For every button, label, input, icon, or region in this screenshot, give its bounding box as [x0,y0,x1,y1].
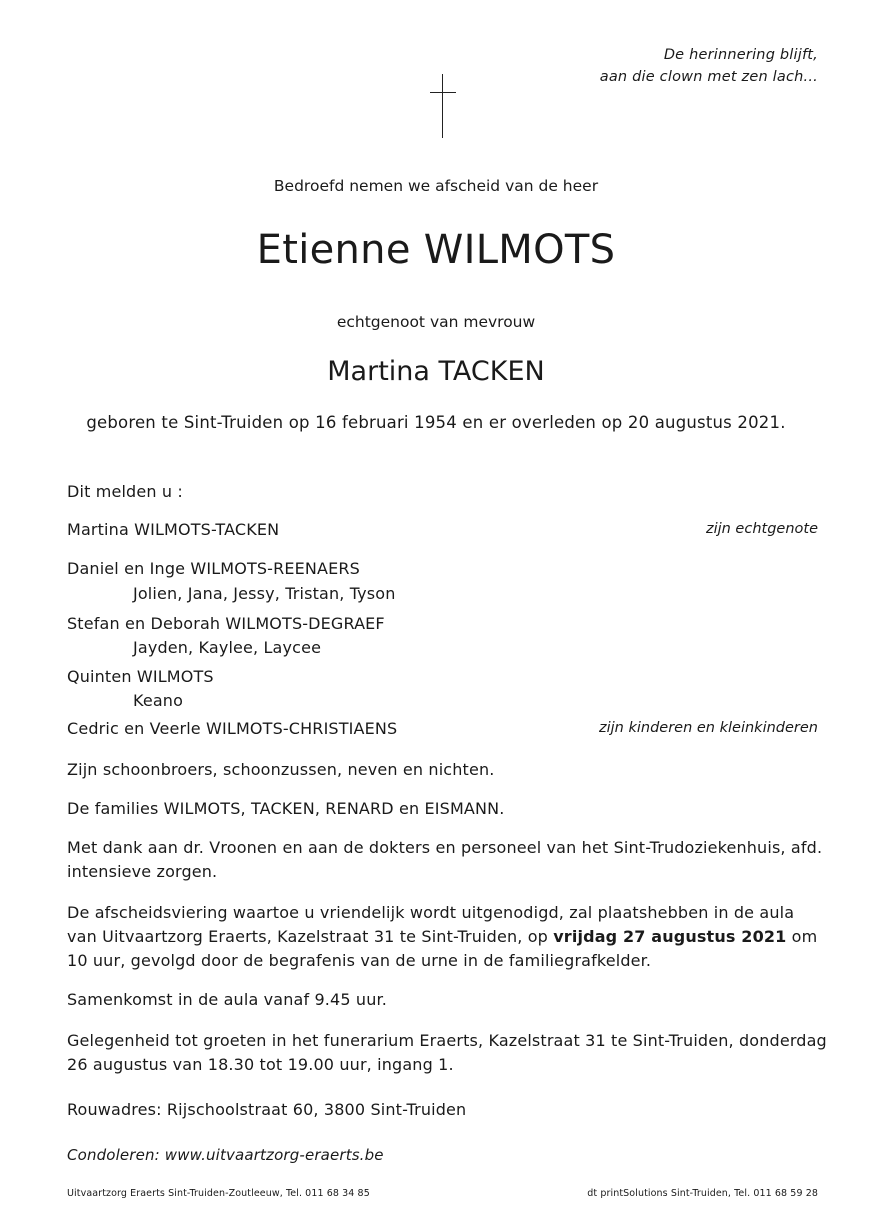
family-child-1: Daniel en Inge WILMOTS-REENAERS [67,559,360,578]
ceremony-text-after: om 10 uur, gevolgd door de begrafenis van de urne in de familiegrafkelder. [67,927,818,970]
family-child-3: Quinten WILMOTS [67,667,214,686]
family-grandchildren-1: Jolien, Jana, Jessy, Tristan, Tyson [133,584,396,603]
family-spouse: Martina WILMOTS-TACKEN [67,520,280,539]
announce-text: Dit melden u : [67,482,183,501]
birth-death-line: geboren te Sint-Truiden op 16 februari 1954 en er overleden op 20 augustus 2021. [86,413,786,432]
intro-text: Bedroefd nemen we afscheid van de heer [273,177,599,195]
spouse-name: Martina TACKEN [327,356,545,387]
ceremony-text-before: De afscheidsviering waartoe u vriendelijk wordt uitgenodigd, zal plaatshebben in de aula van Uitvaartzorg Eraerts, Kazelstraat 31 te Sint-Truiden, op [67,903,795,946]
family-child-2: Stefan en Deborah WILMOTS-DEGRAEF [67,614,385,633]
children-role-label: zijn kinderen en kleinkinderen [599,720,818,736]
family-child-4: Cedric en Veerle WILMOTS-CHRISTIAENS [67,719,398,738]
thanks-paragraph: Met dank aan dr. Vroonen en aan de dokters en personeel van het Sint-Trudoziekenhuis, afd. intensieve zorgen. [67,838,823,881]
gathering-text: Samenkomst in de aula vanaf 9.45 uur. [67,990,388,1009]
spouse-role-label: zijn echtgenote [705,521,818,537]
mourning-address: Rouwadres: Rijschoolstraat 60, 3800 Sint-Truiden [67,1100,467,1119]
footer-funeral-home: Uitvaartzorg Eraerts Sint-Truiden-Zoutleeuw, Tel. 011 68 34 85 [67,1188,370,1199]
family-grandchildren-2: Jayden, Kaylee, Laycee [133,638,322,657]
quote-line-2: aan die clown met zen lach... [599,69,818,85]
ceremony-paragraph [67,901,827,973]
quote-line-1: De herinnering blijft, [663,47,818,63]
families-text: De families WILMOTS, TACKEN, RENARD en EISMANN. [67,799,505,818]
spouse-intro-text: echtgenoot van mevrouw [336,313,536,331]
ceremony-date: vrijdag 27 augustus 2021 [553,927,787,946]
family-grandchildren-3: Keano [133,691,184,710]
inlaws-text: Zijn schoonbroers, schoonzussen, neven en nichten. [67,760,495,779]
deceased-name: Etienne WILMOTS [256,227,616,273]
condolences-link[interactable]: Condoleren: www.uitvaartzorg-eraerts.be [67,1146,384,1164]
footer-printer: dt printSolutions Sint-Truiden, Tel. 011 68 59 28 [587,1188,818,1199]
epigraph-quote [600,44,818,88]
cross-icon [442,74,443,138]
cross-icon-bar [430,92,456,93]
visitation-paragraph: Gelegenheid tot groeten in het funerarium Eraerts, Kazelstraat 31 te Sint-Truiden, donderdag 26 augustus van 18.30 tot 19.00 uur, ingang 1. [67,1031,827,1074]
